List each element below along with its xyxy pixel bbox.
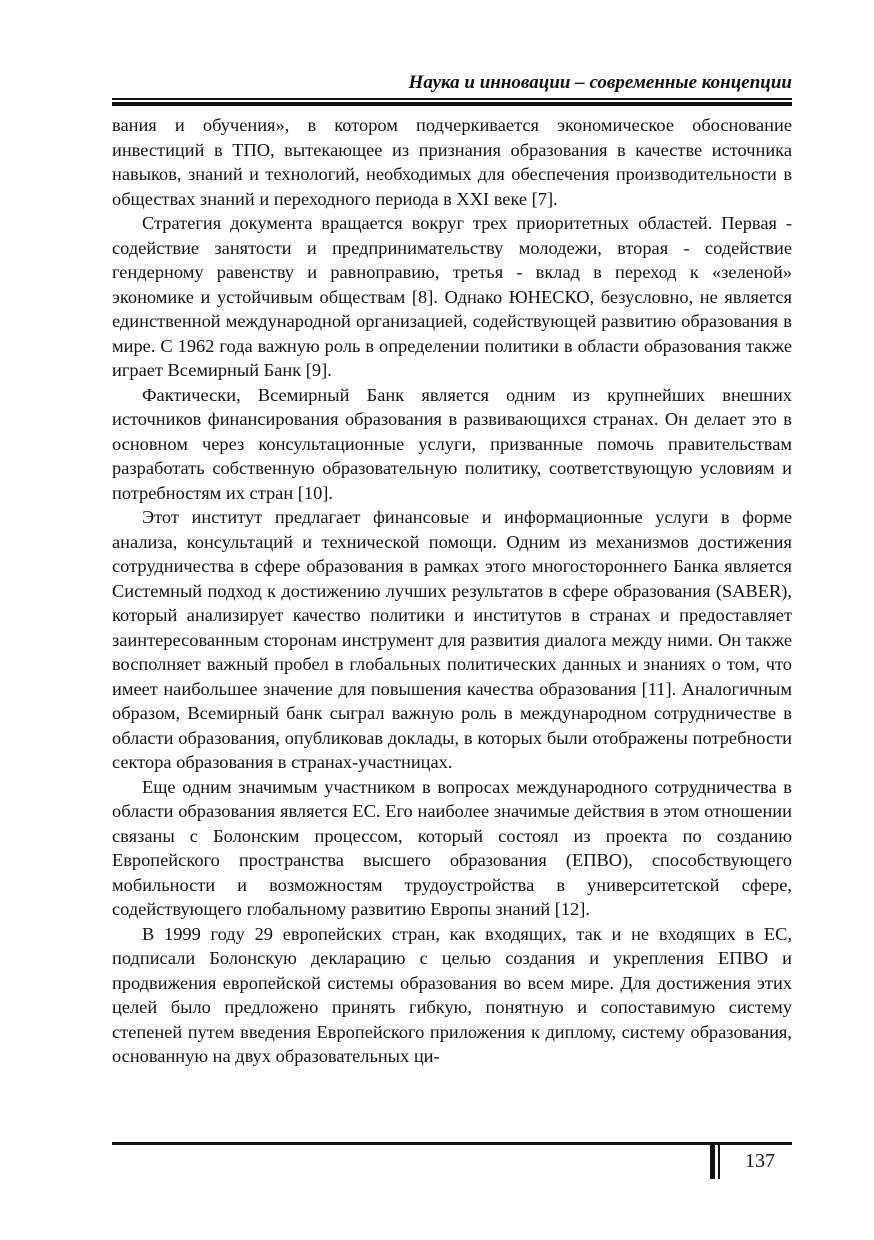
footer-bar-thin xyxy=(718,1142,720,1179)
header-rule-thick xyxy=(112,102,792,106)
footer-rule xyxy=(112,1142,792,1145)
running-header: Наука и инновации – современные концепции xyxy=(408,72,792,93)
paragraph-continuation: вания и обучения», в котором подчеркивается экономическое обоснование инвестиций в ТПО, вытекающее из признания образования в качестве источника навыков, знаний и технологий, необходимых для обеспечения производительности в обществах знаний и переходного периода в XXI веке [7]. xyxy=(112,115,792,209)
header-rule-thin xyxy=(112,98,792,100)
paragraph: Этот институт предлагает финансовые и информационные услуги в форме анализа, консультаций и технической помощи. Одним из механизмов достижения сотрудничества в сфере образования в рамках этого многостороннего Банка является Системный подход к достижению лучших результатов в сфере образования (SABER), который анализирует качество политики и институтов в странах и предоставляет заинтересованным сторонам инструмент для развития диалога между ними. Он также восполняет важный пробел в глобальных политических данных и знаниях о том, что имеет наибольшее значение для повышения качества образования [11]. Аналогичным образом, Всемирный банк сыграл важную роль в международном сотрудничестве в области образования, опубликовав доклады, в которых были отображены потребности сектора образования в странах-участницах. xyxy=(112,507,792,772)
paragraph: Фактически, Всемирный Банк является одним из крупнейших внешних источников финансирования образования в развивающихся странах. Он делает это в основном через консультационные услуги, призванные помочь правительствам разработать собственную образовательную политику, соответствующую условиям и потребностям их стран [10]. xyxy=(112,384,792,503)
body-text xyxy=(112,113,792,1069)
paragraph: В 1999 году 29 европейских стран, как входящих, так и не входящих в ЕС, подписали Болонскую декларацию с целью создания и укрепления ЕПВО и продвижения европейской системы образования во всем мире. Для достижения этих целей было предложено принять гибкую, понятную и сопоставимую систему степеней путем введения Европейского приложения к диплому, систему образования, основанную на двух образовательных ци- xyxy=(112,923,792,1066)
paragraph: Еще одним значимым участником в вопросах международного сотрудничества в области образования является ЕС. Его наиболее значимые действия в этом отношении связаны с Болонским процессом, который состоял из проекта по созданию Европейского пространства высшего образования (ЕПВО), способствующего мобильности и возможностям трудоустройства в университетской сфере, содействующего глобальному развитию Европы знаний [12]. xyxy=(112,776,792,919)
paragraph: Стратегия документа вращается вокруг трех приоритетных областей. Первая - содействие занятости и предпринимательству молодежи, вторая - содействие гендерному равенству и равноправию, третья - вклад в переход к «зеленой» экономике и устойчивым обществам [8]. Однако ЮНЕСКО, безусловно, не является единственной международной организацией, содействующей развитию образования в мире. С 1962 года важную роль в определении политики в области образования также играет Всемирный Банк [9]. xyxy=(112,213,792,380)
page-number: 137 xyxy=(745,1150,775,1172)
footer-bar-thick xyxy=(710,1142,715,1179)
